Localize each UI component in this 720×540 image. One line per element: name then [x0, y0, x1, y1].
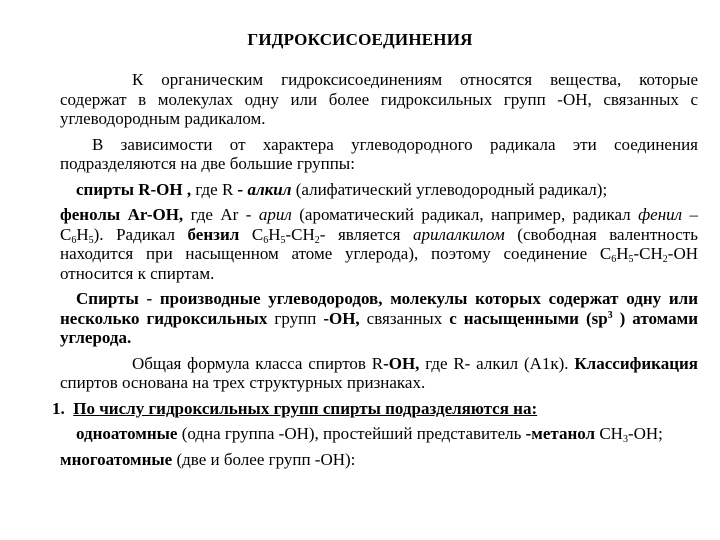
- definition-linked: связанных: [359, 308, 450, 328]
- phenols-text: где Ar -: [183, 205, 259, 224]
- aryl-term: арил: [258, 205, 292, 224]
- polyatomic-text: (две и более групп -OH):: [172, 449, 356, 469]
- monoatomic-text: (одна группа -OH), простейший представитель: [177, 424, 526, 443]
- definition-plain: групп: [267, 308, 324, 328]
- methanol-term: -метанол: [525, 424, 596, 443]
- benzyl-formula: $C_6H_5-CH_2$: [239, 224, 320, 246]
- alcohols-term: спирты R-OH ,: [76, 179, 192, 199]
- list-item-1: [52, 399, 698, 419]
- phenyl-term: фенил: [638, 205, 683, 224]
- alcohols-note: (алифатический углеводородный радикал);: [291, 179, 608, 199]
- monoatomic-term: одноатомные: [76, 424, 178, 443]
- paragraph-alcohols: [60, 180, 698, 200]
- phenols-term: фенолы Ar-OH,: [60, 205, 184, 224]
- classification-term: Классификация: [574, 353, 698, 373]
- benzyl-term: бензил: [187, 224, 240, 244]
- paragraph-groups: В зависимости от характера углеводородного радикала эти соединения подразделяются на две большие группы:: [60, 134, 698, 173]
- formula-oh: -OH,: [383, 353, 420, 373]
- benzyl-text: - является: [319, 224, 413, 244]
- polyatomic-term: многоатомные: [60, 449, 173, 469]
- list-number: 1.: [52, 398, 65, 418]
- paragraph-definition: [60, 289, 698, 348]
- list-heading: По числу гидроксильных групп спирты подразделяются на:: [73, 398, 538, 418]
- alkyl-term: - алкил: [237, 179, 292, 199]
- definition-sp3: с насыщенными ($sp^3$ ) атомами углерода.: [60, 308, 698, 347]
- page-title: ГИДРОКСИСОЕДИНЕНИЯ: [247, 30, 473, 49]
- formula-text: Общая формула класса спиртов R: [132, 353, 384, 373]
- formula-note: где R- алкил (A1к).: [419, 353, 575, 373]
- paragraph-formula: [60, 354, 698, 393]
- methanol-formula: $CH_3-OH$;: [595, 424, 663, 445]
- paragraph-polyatomic: [60, 450, 698, 470]
- classification-text: спиртов основана на трех структурных признаках.: [60, 373, 426, 392]
- radical-text: ). Радикал: [93, 224, 188, 244]
- paragraph-monoatomic: [60, 424, 698, 444]
- definition-oh: -OH,: [323, 308, 360, 328]
- paragraph-intro: К органическим гидроксисоединениям относятся вещества, которые содержат в молекулах одну или более гидроксильных групп -OH, связанных с углеводородным радикалом.: [60, 70, 698, 128]
- document-body: [52, 70, 698, 469]
- valence-note: (свободная валентность находится при насыщенном атоме углерода), поэтому соединение $C_6H_5-CH_2-OH$ относится к спиртам.: [60, 224, 698, 283]
- arylalkyl-term: арилалкилом: [412, 224, 505, 244]
- paragraph-phenols: [60, 205, 698, 283]
- phenols-note: (ароматический радикал, например, радикал: [291, 205, 639, 224]
- alcohols-text: где R: [191, 179, 238, 199]
- definition-bold: Спирты - производные углеводородов, молекулы которых содержат одну или несколько гидроксильных: [60, 289, 698, 328]
- phenyl-formula: $-C_6H_5$: [60, 205, 698, 246]
